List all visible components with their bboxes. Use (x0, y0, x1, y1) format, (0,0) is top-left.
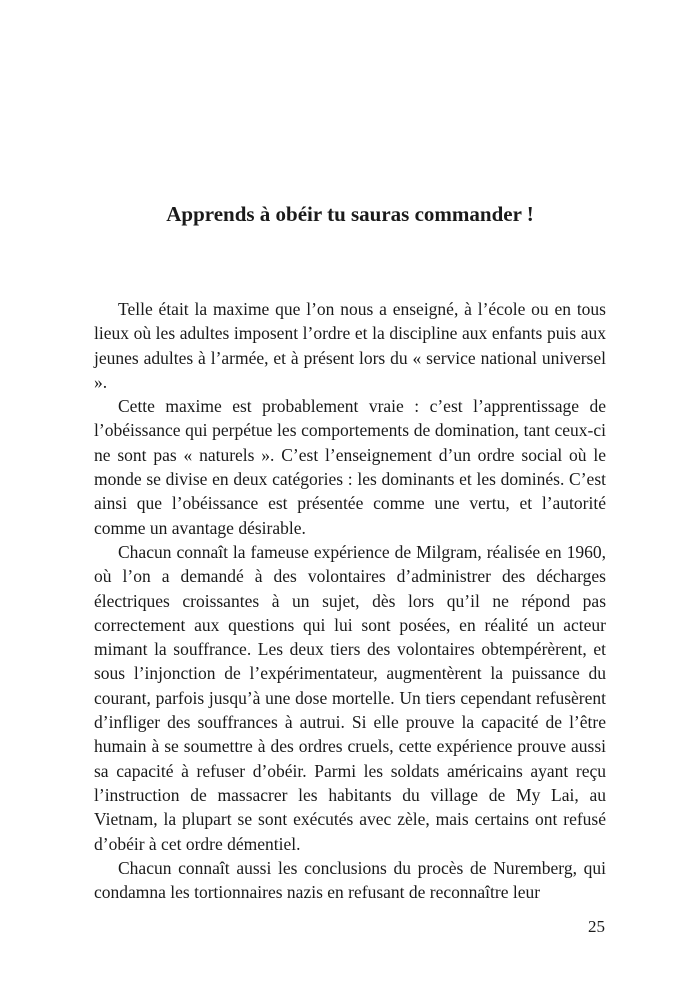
body-text (94, 297, 606, 904)
paragraph: Chacun connaît la fameuse expérience de Milgram, réalisée en 1960, où l’on a demandé à des volontaires d’administrer des décharges électriques croissantes à un sujet, dès lors qu’il ne répond pas correctement aux questions qui lui sont posées, en réalité un acteur mimant la souffrance. Les deux tiers des volontaires obtempérèrent, et sous l’injonction de l’expérimentateur, augmentèrent la puissance du courant, parfois jusqu’à une dose mortelle. Un tiers cependant refusèrent d’infliger des souffrances à autrui. Si elle prouve la capacité de l’être humain à se soumettre à des ordres cruels, cette expérience prouve aussi sa capacité à refuser d’obéir. Parmi les soldats américains ayant reçu l’instruction de massacrer les habitants du village de My Lai, au Vietnam, la plupart se sont exécutés avec zèle, mais certains ont refusé d’obéir à cet ordre démentiel. (94, 541, 606, 854)
page-number: 25 (588, 917, 605, 936)
paragraph: Chacun connaît aussi les conclusions du procès de Nuremberg, qui condamna les tortionnaires nazis en refusant de reconnaître leur (94, 857, 606, 903)
paragraph: Cette maxime est probablement vraie : c’est l’apprentissage de l’obéissance qui perpétue les comportements de domination, tant ceux-ci ne sont pas « naturels ». C’est l’enseignement d’un ordre social où le monde se divise en deux catégories : les dominants et les dominés. C’est ainsi que l’obéissance est présentée comme une vertu, et l’autorité comme un avantage désirable. (94, 396, 606, 538)
chapter-title: Apprends à obéir tu sauras commander ! (166, 202, 534, 226)
paragraph: Telle était la maxime que l’on nous a enseigné, à l’école ou en tous lieux où les adultes imposent l’ordre et la discipline aux enfants puis aux jeunes adultes à l’armée, et à présent lors du « service national universel ». (94, 299, 606, 392)
